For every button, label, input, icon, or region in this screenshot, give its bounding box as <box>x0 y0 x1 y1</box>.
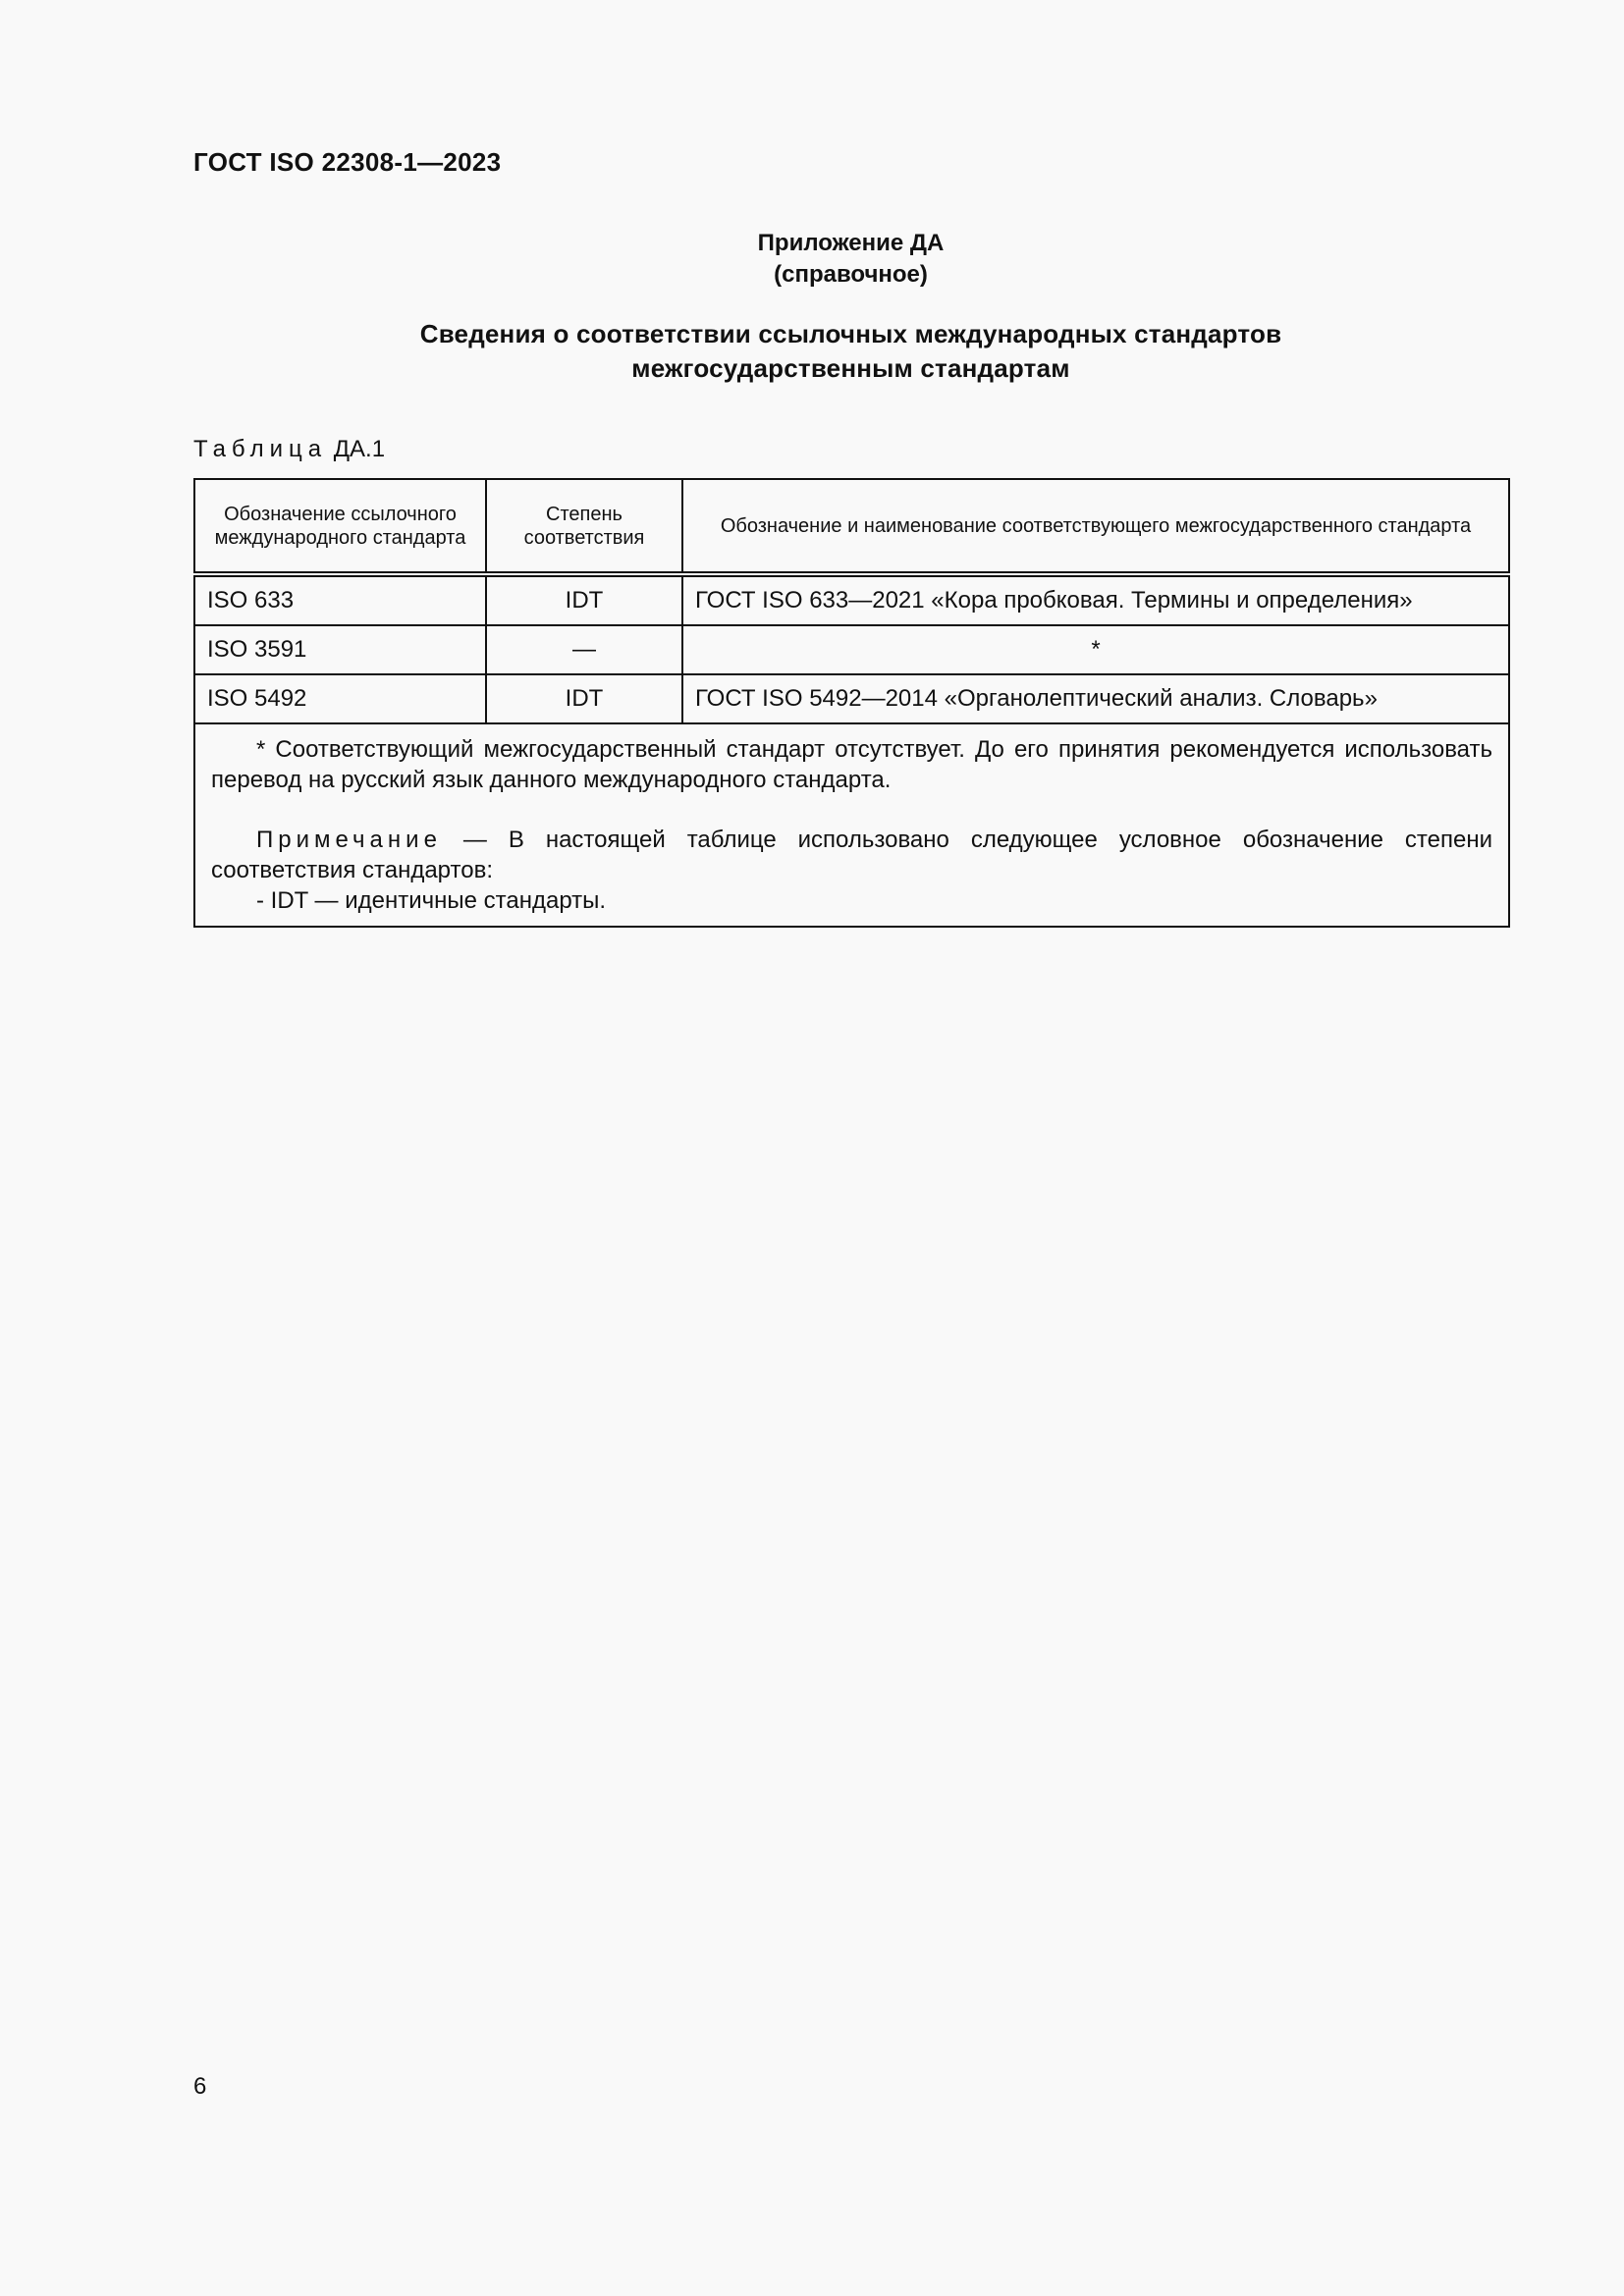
table-row <box>194 574 1509 625</box>
cell-standard: ГОСТ ISO 633—2021 «Кора пробковая. Термины и определения» <box>682 574 1509 625</box>
appendix-title-line-1: Сведения о соответствии ссылочных международных стандартов <box>419 319 1282 348</box>
table-header-row <box>194 479 1509 574</box>
table-caption-id: ДА.1 <box>333 436 386 462</box>
appendix-label: Приложение ДА <box>757 230 945 256</box>
table-caption-prefix: Таблица <box>193 436 328 462</box>
cell-standard: ГОСТ ISO 5492—2014 «Органолептический анализ. Словарь» <box>682 674 1509 723</box>
cell-degree: IDT <box>486 574 682 625</box>
note <box>211 825 1492 885</box>
cell-degree: IDT <box>486 674 682 723</box>
appendix-title <box>0 317 1624 386</box>
cell-reference: ISO 5492 <box>194 674 486 723</box>
footnote: * Соответствующий межгосударственный стандарт отсутствует. До его принятия рекомендуется использовать перевод на русский язык данного международного стандарта. <box>211 736 1492 793</box>
table-caption <box>193 436 385 463</box>
table-row <box>194 674 1509 723</box>
note-list-item: - IDT — идентичные стандарты. <box>256 887 607 914</box>
column-header-degree: Степень соответствия <box>486 479 682 574</box>
column-header-reference: Обозначение ссылочного международного стандарта <box>194 479 486 574</box>
appendix-kind: (справочное) <box>774 261 928 288</box>
table-row <box>194 625 1509 674</box>
correspondence-table <box>193 478 1510 928</box>
cell-reference: ISO 3591 <box>194 625 486 674</box>
note-label: Примечание <box>256 827 442 853</box>
column-header-standard: Обозначение и наименование соответствующего межгосударственного стандарта <box>682 479 1509 574</box>
table-notes-row <box>194 723 1509 927</box>
appendix-heading <box>0 228 1624 291</box>
cell-standard: * <box>682 625 1509 674</box>
page-number: 6 <box>193 2073 207 2100</box>
table-notes <box>194 723 1509 927</box>
note-text: — В настоящей таблице использовано следующее условное обозначение степени соответствия стандартов: <box>211 827 1492 883</box>
appendix-title-line-2: межгосударственным стандартам <box>631 353 1070 383</box>
cell-degree: — <box>486 625 682 674</box>
document-designation: ГОСТ ISO 22308-1—2023 <box>193 147 502 177</box>
cell-reference: ISO 633 <box>194 574 486 625</box>
